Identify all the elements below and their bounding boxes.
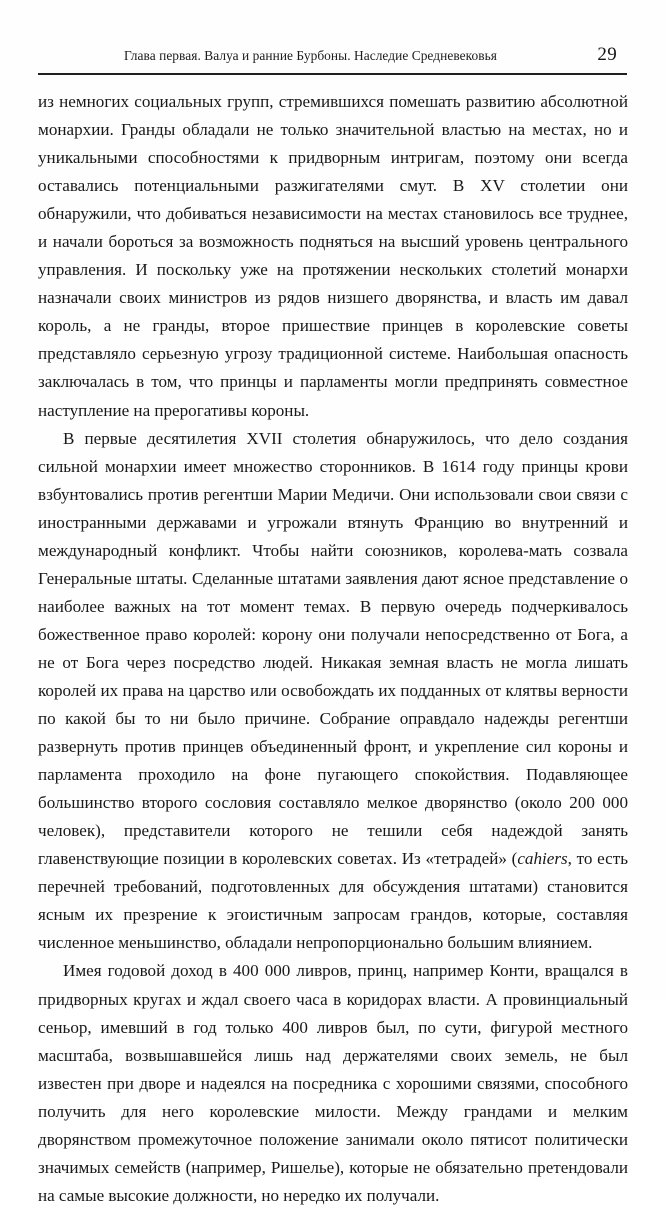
header-rule-divider [38, 73, 627, 75]
running-head [38, 44, 627, 70]
page-number: 29 [597, 44, 617, 65]
paragraph-2-part-b: , то есть перечней требований, подготовленных для обсуждения штатами) становится ясным их презрение к эгоистичным запросам грандов, которые, составляя численное меньшинство, обладали непропорционально большим влиянием. [38, 849, 628, 953]
paragraph-3: Имея годовой доход в 400 000 ливров, принц, например Конти, вращался в придворных кругах и ждал своего часа в коридорах власти. А провинциальный сеньор, имевший в год только 400 ливров был, по сути, фигурой местного масштаба, возвышавшейся лишь над держателями своих земель, не был известен при дворе и надеялся на посредника с хорошими связями, способного получить для него королевские милости. Между грандами и мелким дворянством промежуточное положение занимали около пятисот политически значимых семейств (например, Ришелье), которые не обязательно претендовали на самые высокие должности, но нередко их получали. [38, 961, 628, 1205]
paragraph-2 [38, 425, 628, 958]
running-head-chapter-title: Глава первая. Валуа и ранние Бурбоны. Наследие Средневековья [124, 48, 497, 63]
paragraph-2-part-a: В первые десятилетия XVII столетия обнаружилось, что дело создания сильной монархии имеет множество сторонников. В 1614 году принцы крови взбунтовались против регентши Марии Медичи. Они использовали свои связи с иностранными державами и угрожали втянуть Францию во внутренний и международный конфликт. Чтобы найти союзников, королева-мать созвала Генеральные штаты. Сделанные штатами заявления дают ясное представление о наиболее важных на тот момент темах. В первую очередь подчеркивалось божественное право королей: корону они получали непосредственно от Бога, а не от Бога через посредство людей. Никакая земная власть не могла лишать королей их права на царство или освобождать их подданных от клятвы верности по какой бы то ни было причине. Собрание оправдало надежды регентши развернуть против принцев объединенный фронт, и укрепление сил короны и парламента проходило на фоне пугающего спокойствия. Подавляющее большинство второго сословия составляло мелкое дворянство (около 200 000 человек), представители которого не тешили себя надеждой занять главенствующие позиции в королевских советах. Из «тетрадей» ( [38, 428, 628, 869]
latin-term-cahiers: cahiers [517, 849, 568, 869]
body-text-block [38, 88, 628, 1210]
paragraph-1: из немногих социальных групп, стремившихся помешать развитию абсолютной монархии. Гранды обладали не только значительной властью на местах, но и уникальными способностями к придворным интригам, поэтому они всегда оставались потенциальными разжигателями смут. В XV столетии они обнаружили, что добиваться независимости на местах становилось все труднее, и начали бороться за возможность подняться на высший уровень центрального управления. И поскольку уже на протяжении нескольких столетий монархи назначали своих министров из рядов низшего дворянства, и власть им давал король, а не гранды, второе пришествие принцев в королевские советы представляло серьезную угрозу традиционной системе. Наибольшая опасность заключалась в том, что принцы и парламенты могли предпринять совместное наступление на прерогативы короны. [38, 92, 628, 420]
